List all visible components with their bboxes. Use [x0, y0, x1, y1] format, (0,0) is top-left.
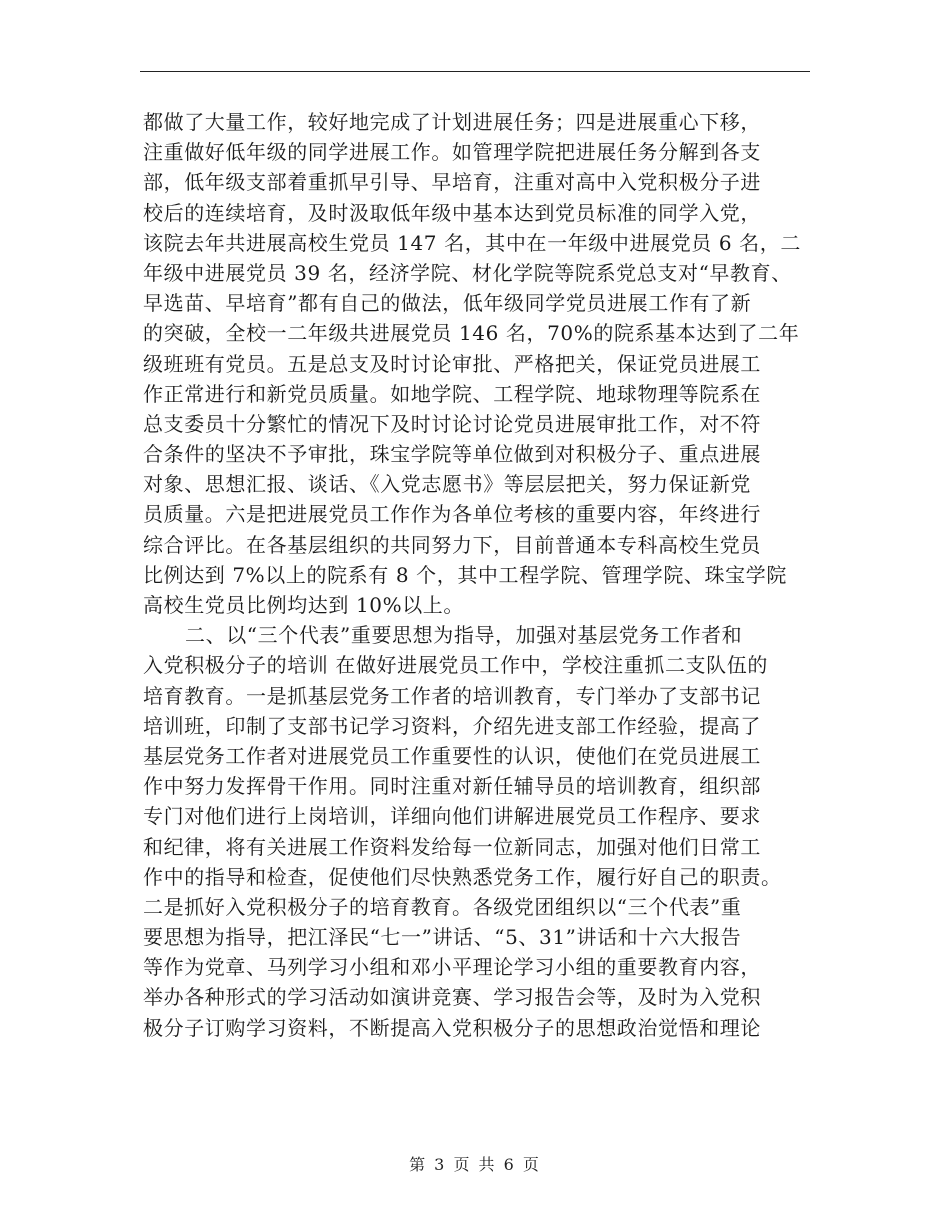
- text-line: 要思想为指导，把江泽民“七一”讲话、“5、31”讲话和十六大报告: [143, 925, 742, 950]
- document-body: [143, 107, 833, 1043]
- text-line: 举办各种形式的学习活动如演讲竞赛、学习报告会等，及时为入党积: [143, 985, 761, 1010]
- text-line: 作正常进行和新党员质量。如地学院、工程学院、地球物理等院系在: [143, 381, 761, 406]
- text-line: 比例达到 7%以上的院系有 8 个，其中工程学院、管理学院、珠宝学院: [143, 562, 787, 587]
- text-line: 作中的指导和检查，促使他们尽快熟悉党务工作，履行好自己的职责。: [143, 864, 782, 889]
- text-line: 早选苗、早培育”都有自己的做法，低年级同学党员进展工作有了新: [143, 291, 752, 316]
- header-rule: [140, 71, 810, 72]
- text-line: 员质量。六是把进展党员工作作为各单位考核的重要内容，年终进行: [143, 502, 761, 527]
- text-line: 作中努力发挥骨干作用。同时注重对新任辅导员的培训教育，组织部: [143, 774, 761, 799]
- text-line: 高校生党员比例均达到 10%以上。: [143, 593, 465, 617]
- text-line: 培育教育。一是抓基层党务工作者的培训教育，专门举办了支部书记: [143, 683, 761, 708]
- text-line: 入党积极分子的培训 在做好进展党员工作中，学校注重抓二支队伍的: [143, 653, 768, 678]
- text-line: 注重做好低年级的同学进展工作。如管理学院把进展任务分解到各支: [143, 140, 761, 165]
- text-line: 校后的连续培育，及时汲取低年级中基本达到党员标准的同学入党，: [143, 200, 761, 225]
- text-line: 专门对他们进行上岗培训，详细向他们讲解进展党员工作程序、要求: [143, 804, 761, 829]
- text-line: 该院去年共进展高校生党员 147 名，其中在一年级中进展党员 6 名，二: [143, 230, 801, 255]
- text-line: 和纪律，将有关进展工作资料发给每一位新同志，加强对他们日常工: [143, 834, 761, 859]
- text-line: 年级中进展党员 39 名，经济学院、材化学院等院系党总支对“早教育、: [143, 260, 792, 285]
- text-line: 极分子订购学习资料，不断提高入党积极分子的思想政治觉悟和理论: [143, 1015, 761, 1040]
- page-footer: 第 3 页 共 6 页: [409, 1155, 541, 1174]
- text-line: 对象、思想汇报、谈话、《入党志愿书》等层层把关，努力保证新党: [143, 472, 751, 497]
- text-line: 级班班有党员。五是总支及时讨论审批、严格把关，保证党员进展工: [143, 351, 761, 376]
- text-line: 等作为党章、马列学习小组和邓小平理论学习小组的重要教育内容，: [143, 955, 761, 980]
- text-line: 综合评比。在各基层组织的共同努力下，目前普通本专科高校生党员: [143, 532, 761, 557]
- text-line: 总支委员十分繁忙的情况下及时讨论讨论党员进展审批工作，对不符: [143, 411, 761, 436]
- text-line: 二、以“三个代表”重要思想为指导，加强对基层党务工作者和: [185, 623, 743, 648]
- text-line: 的突破，全校一二年级共进展党员 146 名，70%的院系基本达到了二年: [143, 321, 800, 346]
- text-line: 合条件的坚决不予审批，珠宝学院等单位做到对积极分子、重点进展: [143, 442, 761, 467]
- text-line: 二是抓好入党积极分子的培育教育。各级党团组织以“三个代表”重: [143, 894, 742, 919]
- text-line: 部，低年级支部着重抓早引导、早培育，注重对高中入党积极分子进: [143, 170, 761, 195]
- text-line: 培训班，印制了支部书记学习资料，介绍先进支部工作经验，提高了: [143, 713, 761, 738]
- text-line: 基层党务工作者对进展党员工作重要性的认识，使他们在党员进展工: [143, 743, 761, 768]
- text-line: 都做了大量工作，较好地完成了计划进展任务；四是进展重心下移，: [143, 110, 761, 134]
